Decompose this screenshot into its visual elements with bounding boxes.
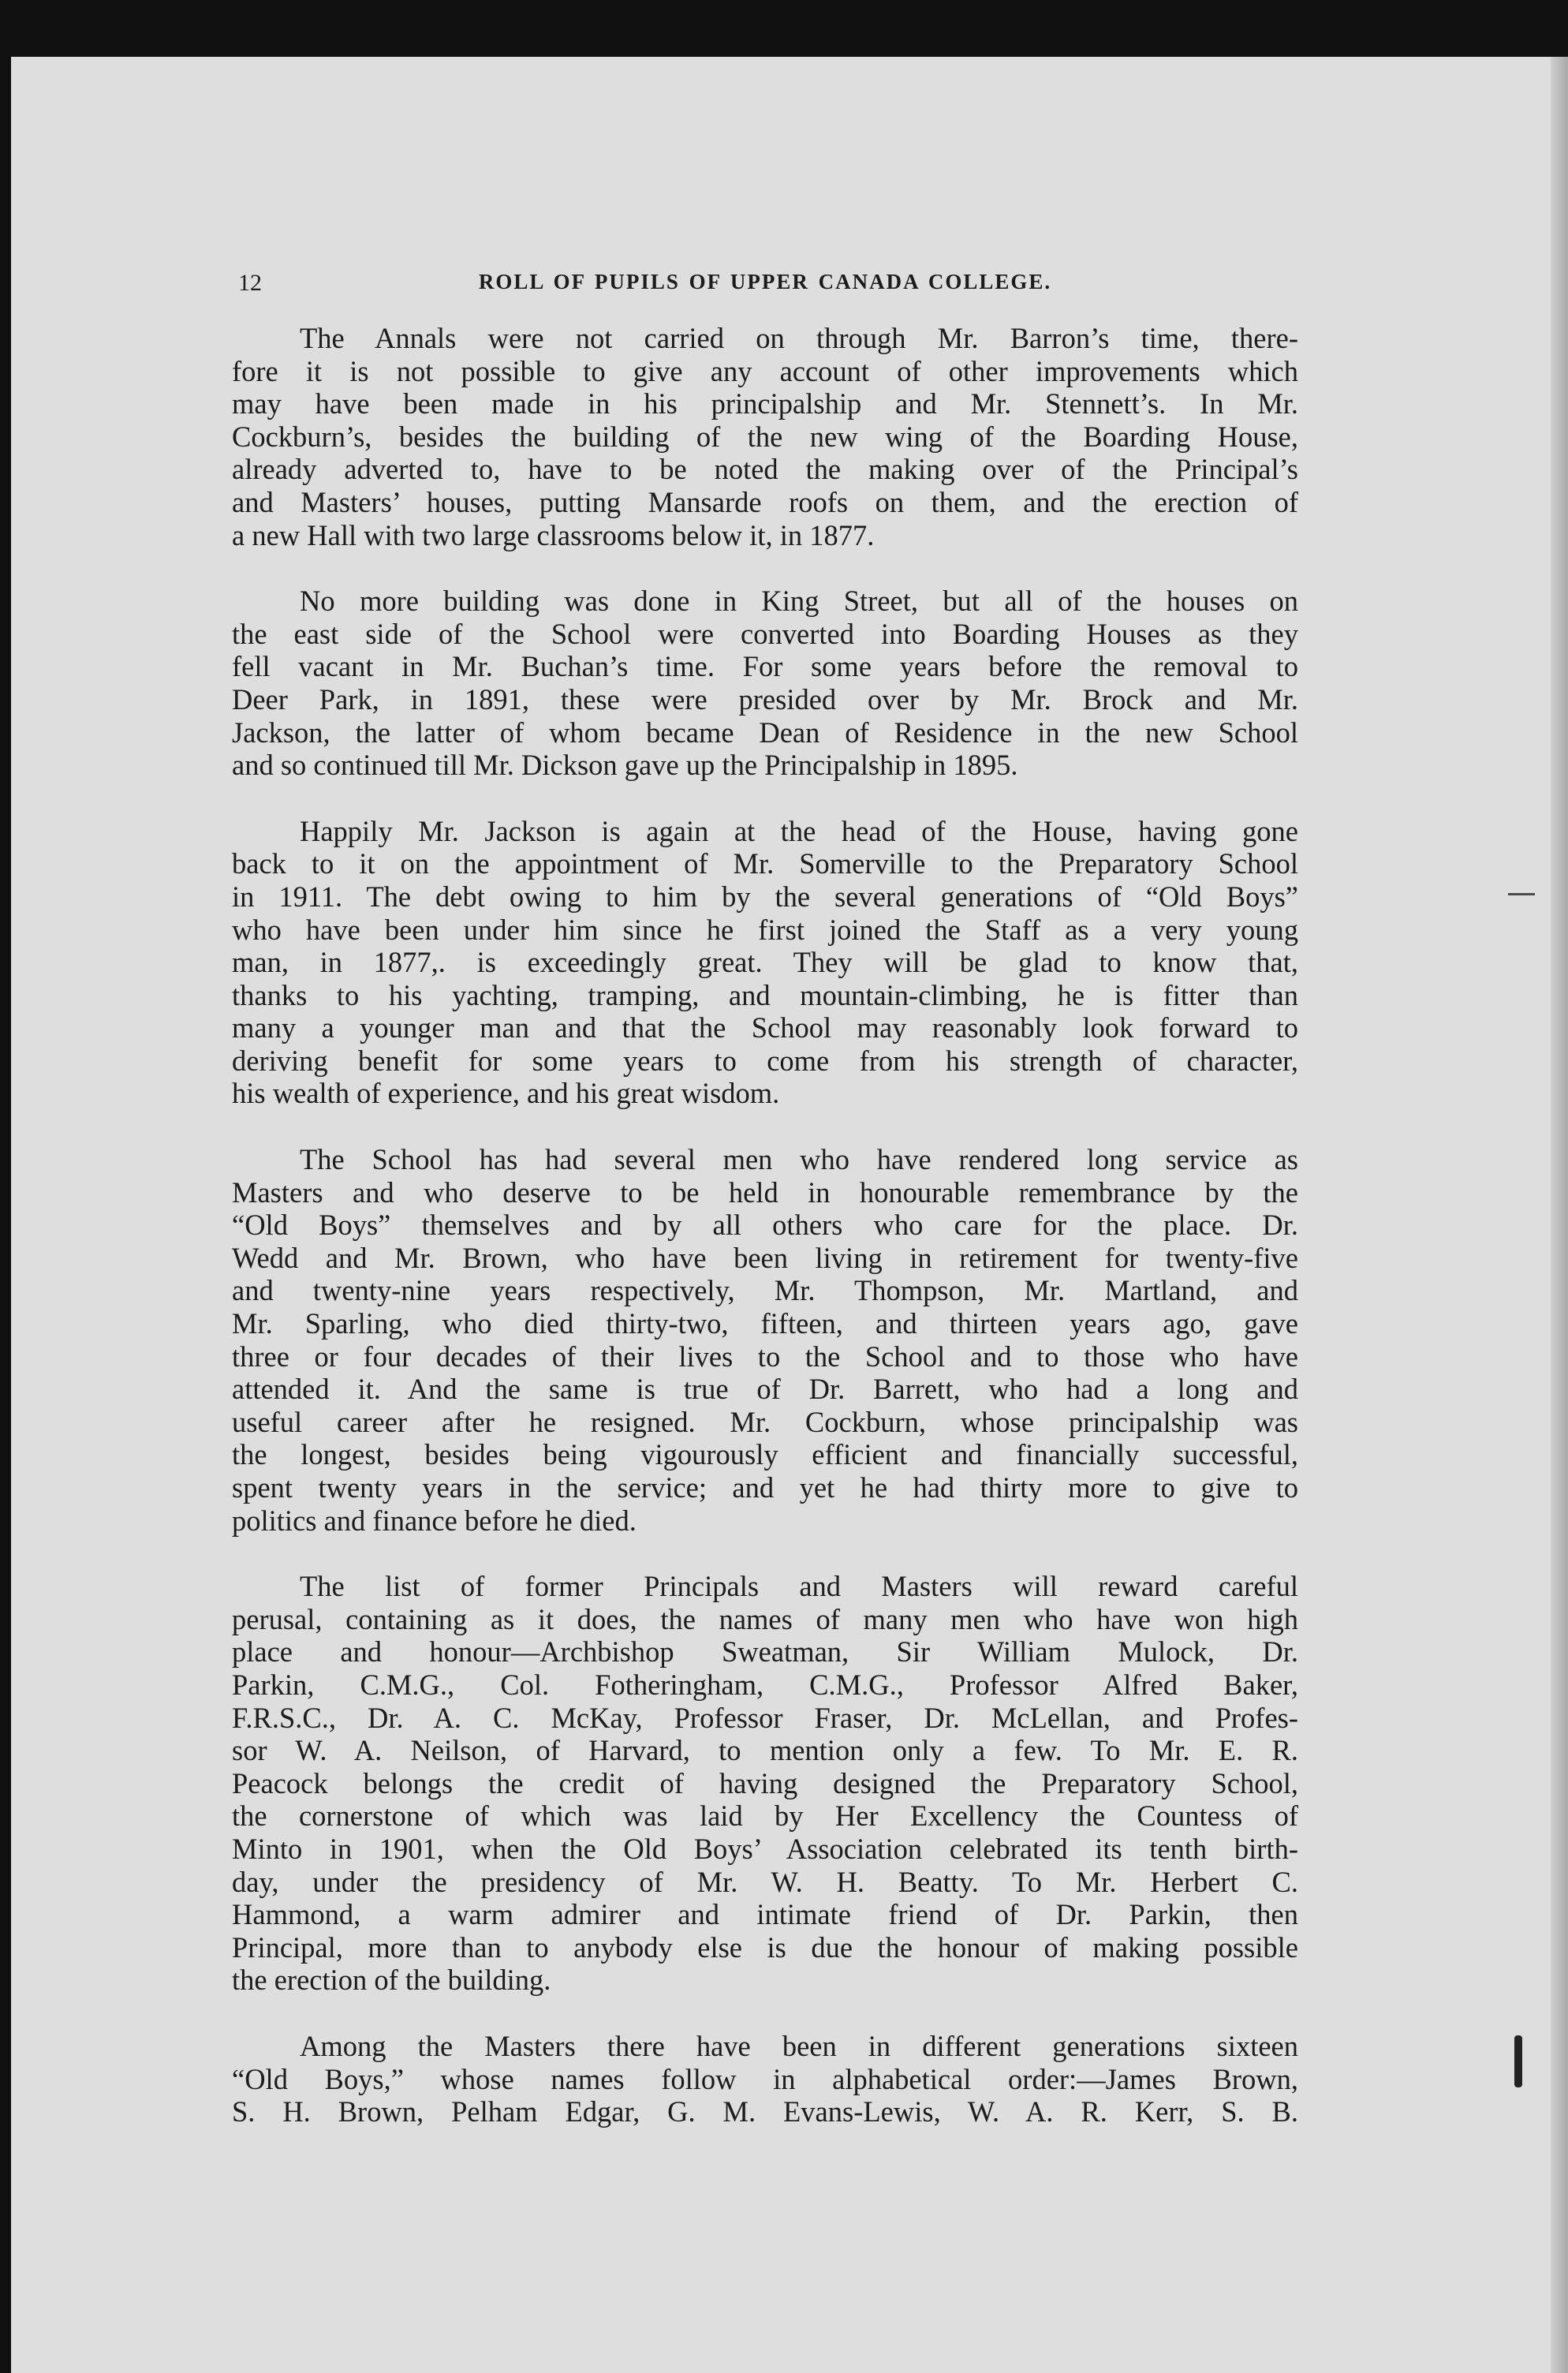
text-line: place and honour—Archbishop Sweatman, Sir William Mulock, Dr. (232, 1635, 1298, 1669)
body-paragraph (232, 2030, 1298, 2128)
text-line: his wealth of experience, and his great wisdom. (232, 1077, 780, 1110)
text-line: man, in 1877,. is exceedingly great. They will be glad to know that, (232, 946, 1298, 979)
text-line: may have been made in his principalship and Mr. Stennett’s. In Mr. (232, 387, 1298, 420)
text-line: the cornerstone of which was laid by Her Excellency the Countess of (232, 1799, 1298, 1833)
page-text-block (232, 252, 1298, 2162)
text-line: fore it is not possible to give any account of other improvements which (232, 354, 1298, 387)
text-line: the erection of the building. (232, 1964, 551, 1997)
text-line: three or four decades of their lives to the School and to those who have (232, 1340, 1298, 1373)
text-line: Among the Masters there have been in different generations sixteen (300, 2029, 1298, 2062)
body-paragraph (232, 585, 1298, 782)
margin-bracket-mark (1514, 2035, 1522, 2087)
body-paragraph (232, 1570, 1298, 1997)
running-head-title: ROLL OF PUPILS OF UPPER CANADA COLLEGE. (478, 270, 1052, 293)
text-line: Cockburn’s, besides the building of the new wing of the Boarding House, (232, 420, 1298, 453)
text-line: Hammond, a warm admirer and intimate friend of Dr. Parkin, then (232, 1898, 1298, 1931)
text-line: S. H. Brown, Pelham Edgar, G. M. Evans-Lewis, W. A. R. Kerr, S. B. (232, 2095, 1298, 2128)
text-line: many a younger man and that the School may reasonably look forward to (232, 1011, 1298, 1044)
text-line: perusal, containing as it does, the names of many men who have won high (232, 1602, 1298, 1635)
text-line: the east side of the School were converted into Boarding Houses as they (232, 617, 1298, 650)
text-line: and Masters’ houses, putting Mansarde roofs on them, and the erection of (232, 485, 1298, 518)
text-line: F.R.S.C., Dr. A. C. McKay, Professor Fraser, Dr. McLellan, and Profes- (232, 1701, 1298, 1734)
text-line: in 1911. The debt owing to him by the several generations of “Old Boys” (232, 880, 1298, 913)
text-line: attended it. And the same is true of Dr. Barrett, who had a long and (232, 1373, 1298, 1406)
text-line: The list of former Principals and Masters will reward careful (300, 1570, 1298, 1603)
text-line: politics and finance before he died. (232, 1504, 637, 1537)
text-line: Happily Mr. Jackson is again at the head of the House, having gone (300, 814, 1298, 847)
text-line: Peacock belongs the credit of having designed the Preparatory School, (232, 1766, 1298, 1799)
text-line: day, under the presidency of Mr. W. H. Beatty. To Mr. Herbert C. (232, 1865, 1298, 1898)
text-line: sor W. A. Neilson, of Harvard, to mention only a few. To Mr. E. R. (232, 1734, 1298, 1767)
text-line: back to it on the appointment of Mr. Somerville to the Preparatory School (232, 847, 1298, 880)
text-line: spent twenty years in the service; and yet he had thirty more to give to (232, 1471, 1298, 1504)
text-line: fell vacant in Mr. Buchan’s time. For some years before the removal to (232, 650, 1298, 683)
text-line: and so continued till Mr. Dickson gave up the Principalship in 1895. (232, 749, 1018, 782)
text-line: the longest, besides being vigourously efficient and financially successful, (232, 1438, 1298, 1471)
text-line: Principal, more than to anybody else is due the honour of making possible (232, 1930, 1298, 1964)
text-line: who have been under him since he first joined the Staff as a very young (232, 913, 1298, 946)
text-line: thanks to his yachting, tramping, and mountain-climbing, he is fitter than (232, 978, 1298, 1011)
text-line: already adverted to, have to be noted the making over of the Principal’s (232, 453, 1298, 486)
running-head (232, 252, 1298, 300)
text-line: and twenty-nine years respectively, Mr. Thompson, Mr. Martland, and (232, 1274, 1298, 1307)
text-line: Mr. Sparling, who died thirty-two, fifteen, and thirteen years ago, gave (232, 1307, 1298, 1340)
text-line: “Old Boys,” whose names follow in alphabetical order:—James Brown, (232, 2062, 1298, 2095)
text-line: deriving benefit for some years to come from his strength of character, (232, 1044, 1298, 1077)
page-number: 12 (238, 270, 262, 296)
text-line: The School has had several men who have rendered long service as (300, 1143, 1298, 1176)
body-paragraph (232, 1143, 1298, 1537)
text-line: Masters and who deserve to be held in honourable remembrance by the (232, 1175, 1298, 1209)
body-paragraphs (232, 322, 1298, 2128)
body-paragraph (232, 815, 1298, 1110)
body-paragraph (232, 322, 1298, 551)
text-line: Minto in 1901, when the Old Boys’ Association celebrated its tenth birth- (232, 1832, 1298, 1865)
text-line: The Annals were not carried on through Mr. Barron’s time, there- (300, 322, 1298, 354)
text-line: Jackson, the latter of whom became Dean of Residence in the new School (232, 716, 1298, 749)
text-line: No more building was done in King Street, but all of the houses on (300, 585, 1298, 618)
text-line: Deer Park, in 1891, these were presided over by Mr. Brock and Mr. (232, 682, 1298, 716)
text-line: useful career after he resigned. Mr. Cockburn, whose principalship was (232, 1405, 1298, 1438)
text-line: Parkin, C.M.G., Col. Fotheringham, C.M.G., Professor Alfred Baker, (232, 1668, 1298, 1701)
margin-dash-mark (1508, 893, 1535, 895)
text-line: a new Hall with two large classrooms below it, in 1877. (232, 518, 875, 551)
text-line: Wedd and Mr. Brown, who have been living in retirement for twenty-five (232, 1241, 1298, 1274)
text-line: “Old Boys” themselves and by all others who care for the place. Dr. (232, 1209, 1298, 1242)
